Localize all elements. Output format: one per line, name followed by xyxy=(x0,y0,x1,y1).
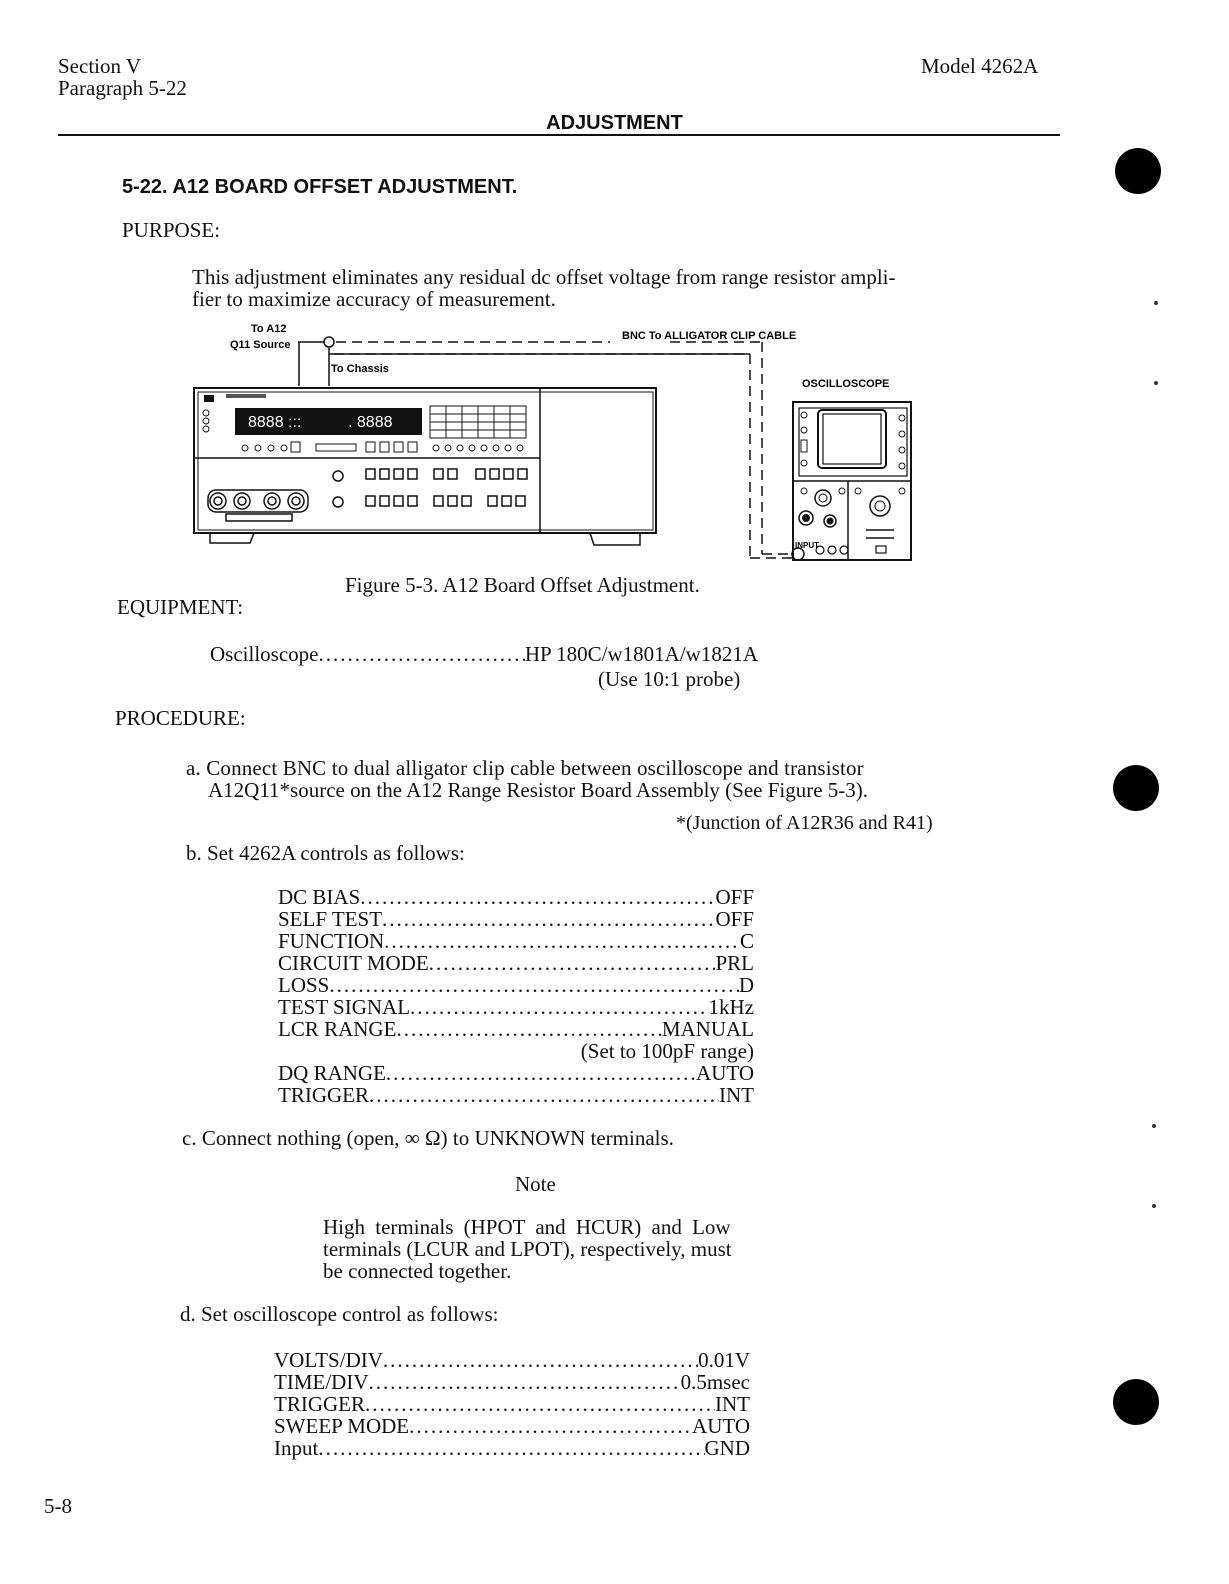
control-label: DC BIAS xyxy=(278,885,361,909)
control-row xyxy=(278,908,754,930)
label-to-a12: To A12 xyxy=(251,323,287,335)
leader-dots xyxy=(383,1349,698,1372)
page-title: ADJUSTMENT xyxy=(546,112,683,134)
margin-speck xyxy=(1154,301,1158,305)
scope-control-label: TIME/DIV xyxy=(274,1370,369,1394)
label-bnc-cable: BNC To ALLIGATOR CLIP CABLE xyxy=(622,330,797,342)
leader-dots xyxy=(396,1018,661,1041)
leader-dots xyxy=(382,908,715,931)
section-heading: 5-22. A12 BOARD OFFSET ADJUSTMENT. xyxy=(122,176,518,198)
label-q11-source: Q11 Source xyxy=(230,339,291,351)
scope-control-row xyxy=(274,1393,750,1415)
control-row xyxy=(278,1018,754,1040)
control-label: CIRCUIT MODE xyxy=(278,951,429,975)
scope-control-value: GND xyxy=(704,1436,750,1460)
scope-control-value: INT xyxy=(715,1392,750,1416)
header-rule xyxy=(58,134,1060,136)
lcr-range-note: (Set to 100pF range) xyxy=(580,1039,754,1063)
note-title: Note xyxy=(515,1172,556,1196)
note-line-2: terminals (LCUR and LPOT), respectively, must xyxy=(323,1237,732,1261)
equipment-item-name: Oscilloscope xyxy=(210,642,319,666)
control-row xyxy=(278,1062,754,1084)
note-line-1: High terminals (HPOT and HCUR) and Low xyxy=(323,1215,731,1239)
scope-control-label: TRIGGER xyxy=(274,1392,365,1416)
scope-control-row xyxy=(274,1415,750,1437)
control-value: OFF xyxy=(715,885,754,909)
control-label: LCR RANGE xyxy=(278,1017,397,1041)
scope-control-label: SWEEP MODE xyxy=(274,1414,410,1438)
control-label: FUNCTION xyxy=(278,929,385,953)
scope-control-value: AUTO xyxy=(692,1414,750,1438)
step-d: d. Set oscilloscope control as follows: xyxy=(180,1302,499,1326)
model-label: Model 4262A xyxy=(921,54,1039,78)
margin-bullet xyxy=(1115,148,1161,194)
step-c: c. Connect nothing (open, ∞ Ω) to UNKNOWN terminals. xyxy=(182,1126,674,1150)
control-label: TRIGGER xyxy=(278,1083,369,1107)
svg-text:. 8888: . 8888 xyxy=(348,414,393,431)
margin-speck xyxy=(1154,381,1158,385)
leader-dots xyxy=(386,1062,696,1085)
purpose-label: PURPOSE: xyxy=(122,218,221,242)
scope-control-value: 0.01V xyxy=(698,1348,750,1372)
margin-bullet xyxy=(1113,765,1159,811)
control-row xyxy=(278,930,754,952)
svg-text:8888 :::: 8888 ::: xyxy=(248,414,302,431)
control-label: LOSS xyxy=(278,973,330,997)
equipment-item-note: (Use 10:1 probe) xyxy=(598,667,741,691)
control-row xyxy=(278,1084,754,1106)
equipment-row xyxy=(210,643,758,666)
control-label: SELF TEST xyxy=(278,907,383,931)
control-value: D xyxy=(738,973,754,997)
leader-dots xyxy=(329,974,738,997)
leader-dots xyxy=(429,952,716,975)
control-row xyxy=(278,996,754,1018)
label-input: INPUT xyxy=(795,541,819,550)
control-value: INT xyxy=(719,1083,754,1107)
controls-list xyxy=(278,886,754,1106)
control-value: C xyxy=(739,929,754,953)
scope-control-value: 0.5msec xyxy=(680,1370,750,1394)
label-oscilloscope: OSCILLOSCOPE xyxy=(802,378,890,390)
step-b: b. Set 4262A controls as follows: xyxy=(186,841,465,865)
leader-dots xyxy=(360,886,715,909)
control-label: DQ RANGE xyxy=(278,1061,386,1085)
control-row xyxy=(278,952,754,974)
figure-5-3-diagram xyxy=(190,318,930,568)
purpose-text-line-1: This adjustment eliminates any residual dc offset voltage from range resistor ampli- xyxy=(192,265,896,289)
leader-dots xyxy=(318,1437,704,1460)
procedure-label: PROCEDURE: xyxy=(115,706,246,730)
scope-control-row xyxy=(274,1349,750,1371)
scope-control-label: VOLTS/DIV xyxy=(274,1348,383,1372)
control-label: TEST SIGNAL xyxy=(278,995,411,1019)
control-value: PRL xyxy=(715,951,754,975)
oscilloscope-instrument xyxy=(793,402,911,560)
control-row xyxy=(278,886,754,908)
control-value: MANUAL xyxy=(661,1017,754,1041)
paragraph-label: Paragraph 5-22 xyxy=(58,76,187,100)
margin-bullet xyxy=(1113,1379,1159,1425)
margin-speck xyxy=(1152,1204,1156,1208)
leader-dots xyxy=(318,643,524,666)
leader-dots xyxy=(365,1393,715,1416)
step-a-line-1: a. Connect BNC to dual alligator clip cable between oscilloscope and transistor xyxy=(186,756,864,780)
equipment-label: EQUIPMENT: xyxy=(117,595,244,619)
scope-controls-list xyxy=(274,1349,750,1459)
control-value: AUTO xyxy=(696,1061,754,1085)
leader-dots xyxy=(384,930,740,953)
page-number: 5-8 xyxy=(44,1494,72,1518)
scope-control-label: Input xyxy=(274,1436,319,1460)
scope-control-row xyxy=(274,1437,750,1459)
note-line-3: be connected together. xyxy=(323,1259,512,1283)
scope-control-row xyxy=(274,1371,750,1393)
purpose-text-line-2: fier to maximize accuracy of measurement. xyxy=(192,287,556,311)
equipment-item-value: HP 180C/w1801A/w1821A xyxy=(524,642,758,666)
step-a-line-2: A12Q11*source on the A12 Range Resistor Board Assembly (See Figure 5-3). xyxy=(208,778,869,802)
leader-dots xyxy=(369,1084,719,1107)
step-a-footnote: *(Junction of A12R36 and R41) xyxy=(676,812,933,834)
label-to-chassis: To Chassis xyxy=(331,363,389,375)
control-value: 1kHz xyxy=(708,995,754,1019)
margin-speck xyxy=(1152,1124,1156,1128)
figure-caption: Figure 5-3. A12 Board Offset Adjustment. xyxy=(345,573,700,597)
control-row xyxy=(278,974,754,996)
lcr-meter-instrument xyxy=(194,388,656,545)
leader-dots xyxy=(410,996,708,1019)
section-label: Section V xyxy=(58,54,142,78)
control-value: OFF xyxy=(715,907,754,931)
leader-dots xyxy=(409,1415,692,1438)
leader-dots xyxy=(368,1371,680,1394)
